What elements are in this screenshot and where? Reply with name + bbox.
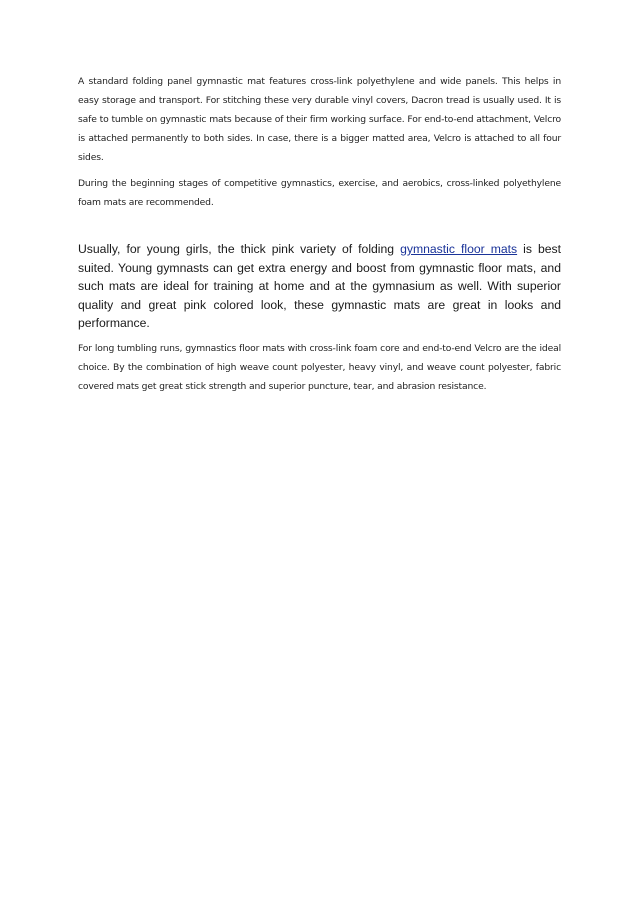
- paragraph-tumbling-runs: For long tumbling runs, gymnastics floor mats with cross-link foam core and end-to-end Velcro are the ideal choice. By the combination of high weave count polyester, heavy vinyl, and weave count polyester, fabric covered mats get great stick strength and superior puncture, tear, and abrasion resistance.: [78, 342, 561, 392]
- paragraph-folding-panel-mat: A standard folding panel gymnastic mat features cross-link polyethylene and wide panels. This helps in easy storage and transport. For stitching these very durable vinyl covers, Dacron tread is usually used. It is safe to tumble on gymnastic mats because of their firm working surface. For end-to-end attachment, Velcro is attached permanently to both sides. In case, there is a bigger matted area, Velcro is attached to all four sides.: [78, 76, 561, 163]
- paragraph-young-girls-rest: is best suited. Young gymnasts can get extra energy and boost from gymnastic floor mats, and such mats are ideal for training at home and at the gymnasium as well. With superior quality and great pink colored look, these gymnastic mats are great in looks and performance.: [78, 242, 561, 330]
- document-body: [78, 72, 561, 396]
- paragraph-young-girls: [78, 240, 561, 333]
- paragraph-young-girls-lead: Usually, for young girls, the thick pink variety of folding: [78, 242, 401, 256]
- paragraph-foam-mats: During the beginning stages of competitive gymnastics, exercise, and aerobics, cross-linked polyethylene foam mats are recommended.: [78, 178, 561, 208]
- gymnastic-floor-mats-link[interactable]: gymnastic floor mats: [400, 242, 518, 256]
